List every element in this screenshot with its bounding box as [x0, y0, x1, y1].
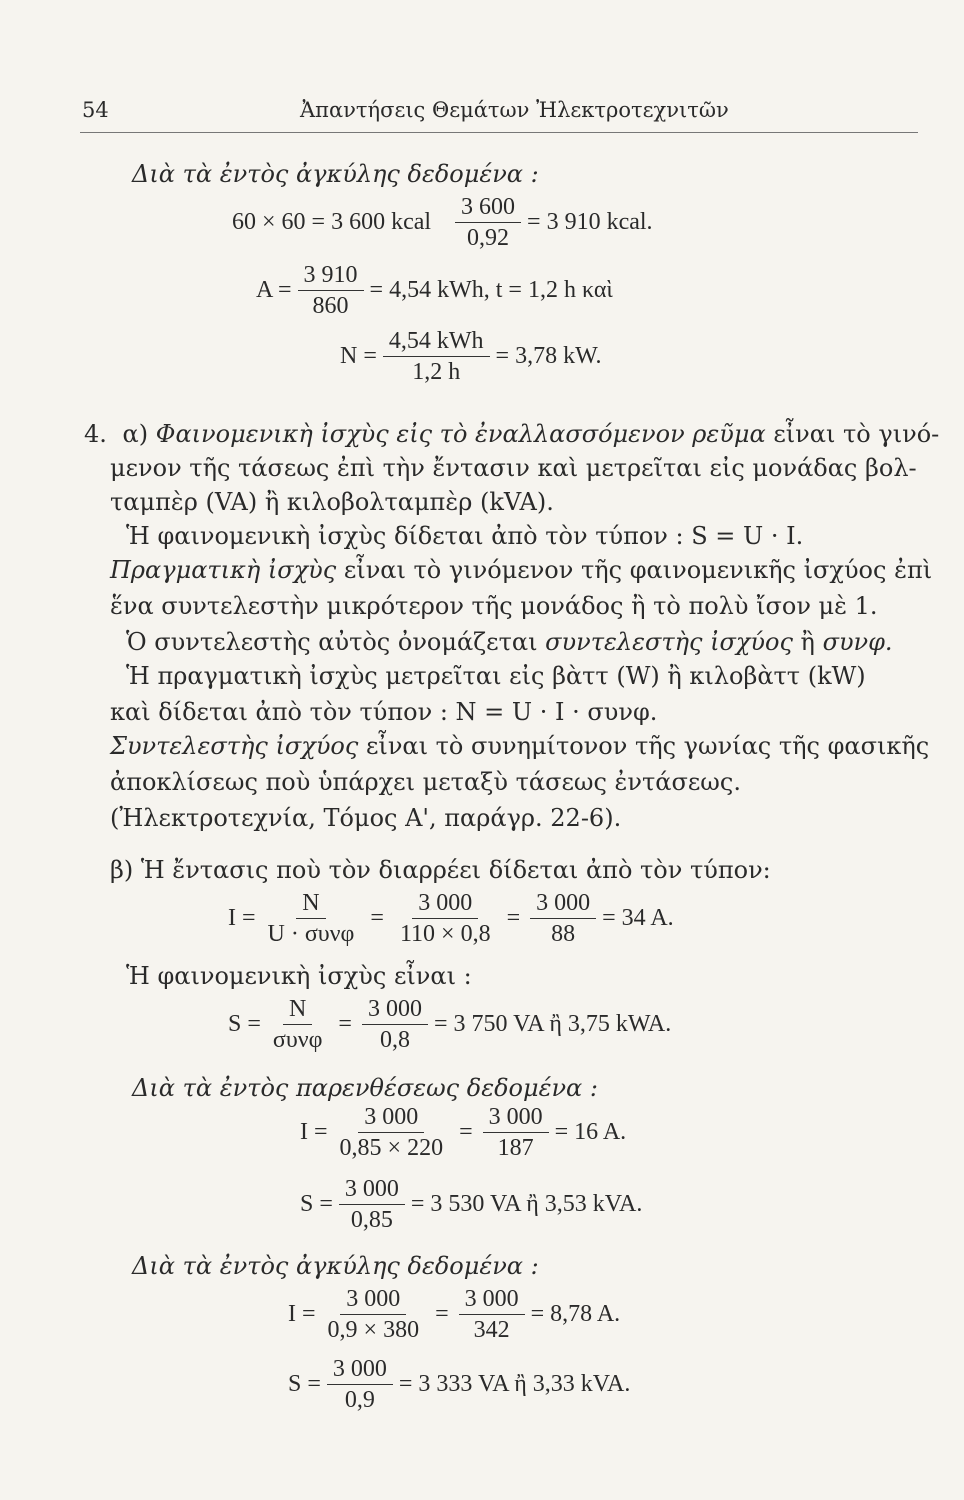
para4-line5: Πραγματικὴ ἰσχὺς εἶναι τὸ γινόμενον τῆς φαινομενικῆς ἰσχύος ἐπὶ	[110, 556, 933, 584]
block1-caption: Διὰ τὰ ἐντὸς ἀγκύλης δεδομένα :	[132, 160, 539, 188]
page-number: 54	[82, 98, 109, 122]
partb-line1: β) Ἡ ἔντασις ποὺ τὸν διαρρέει δίδεται ἀπὸ τὸν τύπον:	[110, 856, 771, 884]
block3-current-equation: I = $\frac{3 000}{0,9 \times 380}$ = $\frac{3 000}{342}$ = 8,78 A.	[288, 1286, 621, 1343]
block3-apparent-power-equation: S = $\frac{3 000}{0,9}$ = 3 333 VA ἢ 3,33 kVA.	[288, 1356, 631, 1413]
header-rule	[80, 132, 918, 133]
block3-caption: Διὰ τὰ ἐντὸς ἀγκύλης δεδομένα :	[132, 1252, 539, 1280]
partb-current-equation: I = $\frac{N}{\text{U · συνφ}}$ = $\frac{3 000}{110 \times 0,8}$ = $\frac{3 000}{88}$ = 34 A.	[228, 890, 674, 947]
para4-line8: Ἡ πραγματικὴ ἰσχὺς μετρεῖται εἰς βὰττ (W) ἢ κιλοβὰττ (kW)	[126, 662, 866, 690]
para4-line12: (Ἠλεκτροτεχνία, Τόμος Α', παράγρ. 22-6).	[110, 804, 622, 832]
running-title: Ἀπαντήσεις Θεμάτων Ἠλεκτροτεχνιτῶν	[300, 98, 729, 122]
block1-eq1: 60 × 60 = 3 600 kcal $\frac{3 600}{0,92}$ = 3 910 kcal.	[232, 194, 653, 251]
para4-line6: ἕνα συντελεστὴν μικρότερον τῆς μονάδος ἢ τὸ πολὺ ἴσον μὲ 1.	[110, 592, 878, 620]
partb-apparent-power-equation: S = $\frac{N}{\text{συνφ}}$ = $\frac{3 000}{0,8}$ = 3 750 VA ἢ 3,75 kWA.	[228, 996, 672, 1053]
para4-line11: ἀποκλίσεως ποὺ ὑπάρχει μεταξὺ τάσεως ἐντάσεως.	[110, 768, 741, 796]
partb-line2: Ἡ φαινομενικὴ ἰσχὺς εἶναι :	[126, 962, 472, 990]
block1-eq3: N = $\frac{\text{4,54 kWh}}{1,2 h}$ = 3,78 kW.	[340, 328, 602, 385]
block1-eq2: A = $\frac{3 910}{860}$ = 4,54 kWh, t = 1,2 h καὶ	[256, 262, 613, 319]
block2-caption: Διὰ τὰ ἐντὸς παρενθέσεως δεδομένα :	[132, 1074, 598, 1102]
block2-current-equation: I = $\frac{3 000}{0,85 \times 220}$ = $\frac{3 000}{187}$ = 16 A.	[300, 1104, 627, 1161]
para4-line7: Ὁ συντελεστὴς αὐτὸς ὀνομάζεται συντελεστὴς ἰσχύος ἢ συνφ.	[126, 628, 893, 656]
para4-line10: Συντελεστὴς ἰσχύος εἶναι τὸ συνημίτονον τῆς γωνίας τῆς φασικῆς	[110, 732, 930, 760]
para4-line2: μενον τῆς τάσεως ἐπὶ τὴν ἔντασιν καὶ μετρεῖται εἰς μονάδας βολ-	[110, 454, 917, 482]
para4-line1: 4. α) Φαινομενικὴ ἰσχὺς εἰς τὸ ἐναλλασσόμενον ρεῦμα εἶναι τὸ γινό-	[84, 420, 940, 448]
block2-apparent-power-equation: S = $\frac{3 000}{0,85}$ = 3 530 VA ἢ 3,53 kVA.	[300, 1176, 643, 1233]
para4-line4: Ἡ φαινομενικὴ ἰσχὺς δίδεται ἀπὸ τὸν τύπον : S = U · I.	[126, 522, 804, 550]
para4-line9: καὶ δίδεται ἀπὸ τὸν τύπον : N = U · I · συνφ.	[110, 698, 658, 726]
para4-line3: ταμπὲρ (VA) ἢ κιλοβολταμπὲρ (kVA).	[110, 488, 554, 516]
